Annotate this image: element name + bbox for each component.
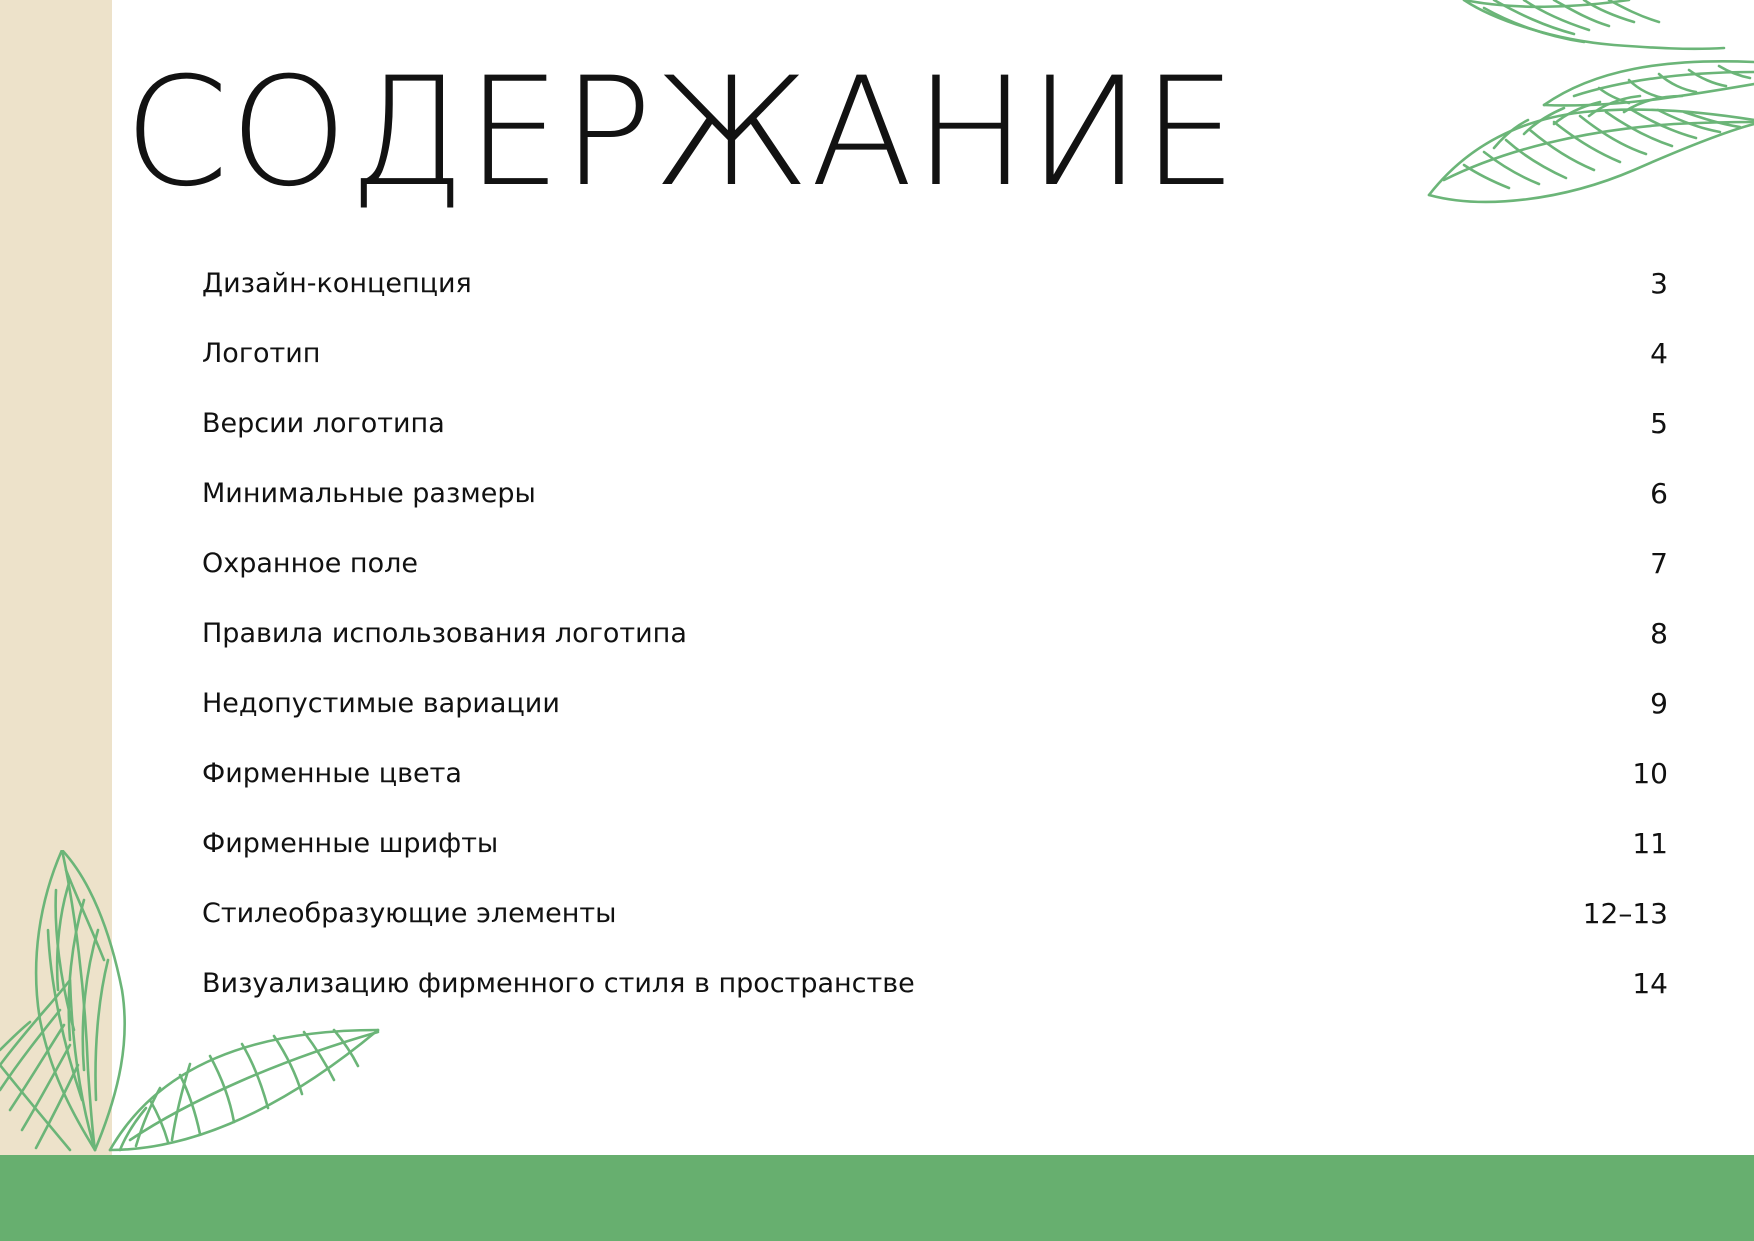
toc-item-label: Логотип xyxy=(202,337,321,369)
toc-row[interactable] xyxy=(202,458,1668,528)
toc-page-number: 9 xyxy=(1650,686,1668,720)
table-of-contents xyxy=(202,248,1668,1018)
toc-item-label: Стилеобразующие элементы xyxy=(202,897,617,929)
toc-item-label: Фирменные цвета xyxy=(202,757,462,789)
toc-row[interactable] xyxy=(202,248,1668,318)
toc-page-number: 3 xyxy=(1650,266,1668,300)
toc-item-label: Правила использования логотипа xyxy=(202,617,687,649)
toc-row[interactable] xyxy=(202,668,1668,738)
toc-item-label: Визуализацию фирменного стиля в пространстве xyxy=(202,967,915,999)
toc-row[interactable] xyxy=(202,528,1668,598)
toc-page-number: 12–13 xyxy=(1582,896,1668,930)
page-title: СОДЕРЖАНИЕ xyxy=(124,46,1238,220)
toc-row[interactable] xyxy=(202,598,1668,668)
toc-row[interactable] xyxy=(202,878,1668,948)
toc-row[interactable] xyxy=(202,318,1668,388)
toc-row[interactable] xyxy=(202,738,1668,808)
toc-row[interactable] xyxy=(202,808,1668,878)
toc-row[interactable] xyxy=(202,388,1668,458)
toc-page-number: 10 xyxy=(1632,756,1668,790)
leaf-illustration-top-right-icon xyxy=(1424,0,1754,205)
toc-item-label: Версии логотипа xyxy=(202,407,445,439)
toc-page-number: 5 xyxy=(1650,406,1668,440)
toc-item-label: Охранное поле xyxy=(202,547,418,579)
toc-page-number: 4 xyxy=(1650,336,1668,370)
toc-page-number: 8 xyxy=(1650,616,1668,650)
toc-item-label: Недопустимые вариации xyxy=(202,687,560,719)
bottom-decor-band xyxy=(0,1155,1754,1241)
toc-item-label: Минимальные размеры xyxy=(202,477,536,509)
toc-item-label: Фирменные шрифты xyxy=(202,827,499,859)
toc-row[interactable] xyxy=(202,948,1668,1018)
toc-page-number: 11 xyxy=(1632,826,1668,860)
toc-page-number: 7 xyxy=(1650,546,1668,580)
toc-page-number: 14 xyxy=(1632,966,1668,1000)
toc-item-label: Дизайн-концепция xyxy=(202,267,472,299)
toc-page-number: 6 xyxy=(1650,476,1668,510)
